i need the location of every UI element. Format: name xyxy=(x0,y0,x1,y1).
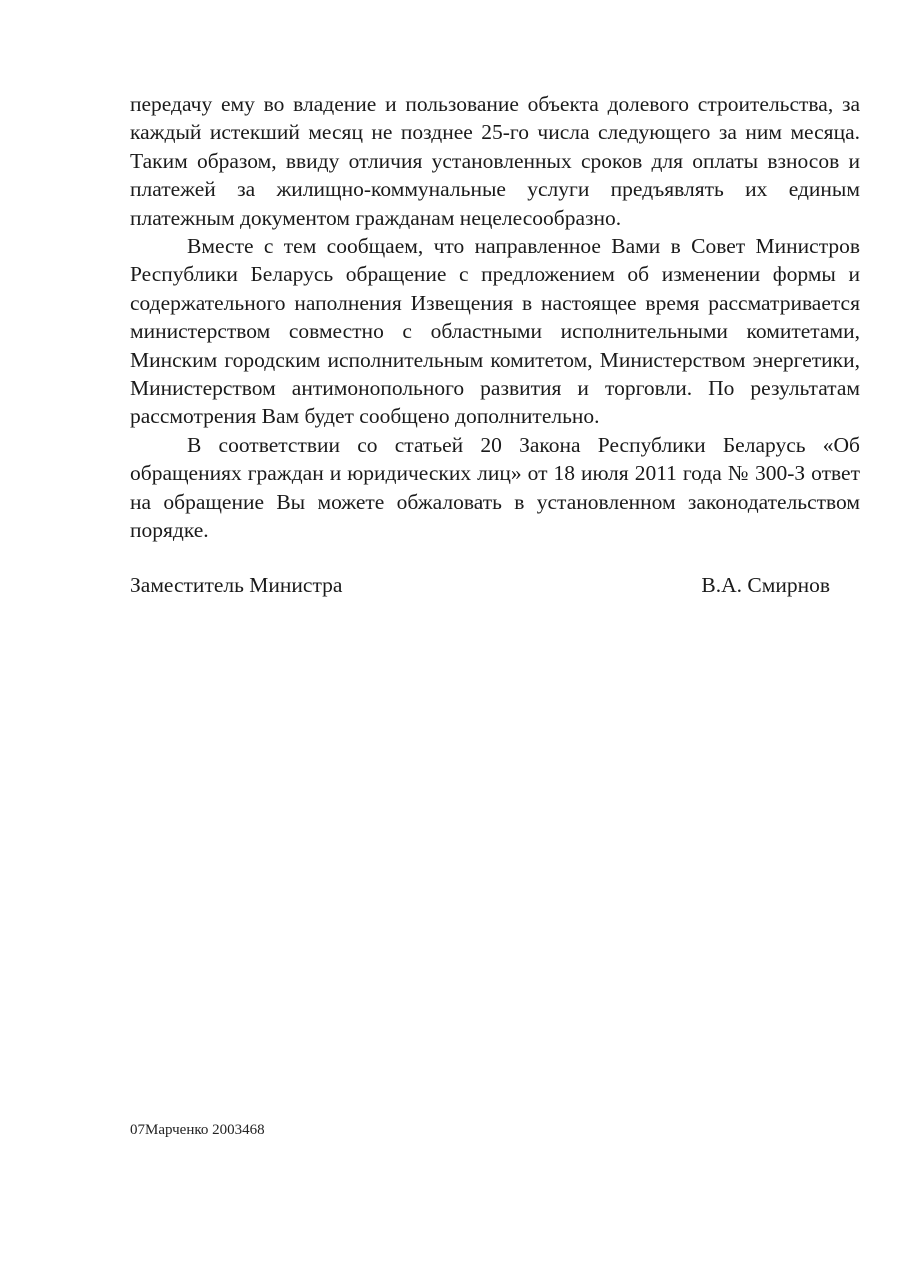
paragraph-appeal-law: В соответствии со статьей 20 Закона Республики Беларусь «Об обращениях граждан и юридических лиц» от 18 июля 2011 года № 300-З ответ на обращение Вы можете обжаловать в установленном законодательством порядке. xyxy=(130,432,860,543)
paragraph-continuation: передачу ему во владение и пользование объекта долевого строительства, за каждый истекший месяц не позднее 25-го числа следующего за ним месяца. Таким образом, ввиду отличия установленных сроков для оплаты взносов и платежей за жилищно-коммунальные услуги предъявлять их единым платежным документом гражданам нецелесообразно. xyxy=(130,92,860,230)
executor-code: 07Марченко 2003468 xyxy=(130,1122,265,1138)
signatory-name: В.А. Смирнов xyxy=(701,572,830,597)
signatory-position: Заместитель Министра xyxy=(130,572,343,597)
letter-body xyxy=(130,90,860,599)
signature-row xyxy=(130,571,860,599)
paragraph-vmeste-s-tem: Вместе с тем сообщаем, что направленное Вами в Совет Министров Республики Беларусь обращение с предложением об изменении формы и содержательного наполнения Извещения в настоящее время рассматривается министерством совместно с областными исполнительными комитетами, Минским городским исполнительным комитетом, Министерством энергетики, Министерством антимонопольного развития и торговли. По результатам рассмотрения Вам будет сообщено дополнительно. xyxy=(130,234,860,429)
